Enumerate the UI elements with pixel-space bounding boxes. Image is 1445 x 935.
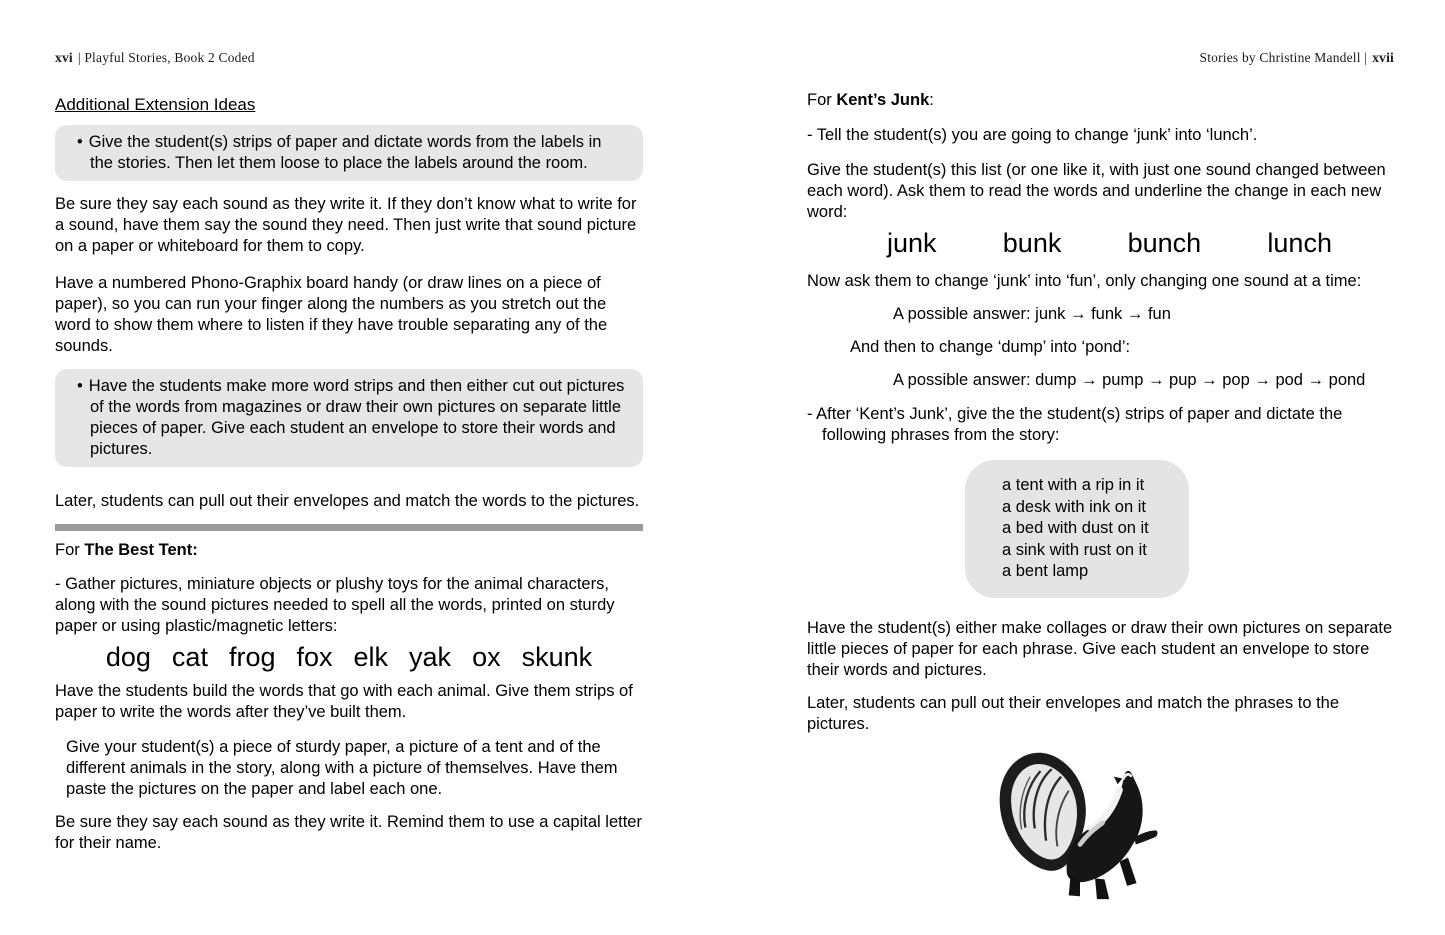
- phrase-item: a bed with dust on it: [1002, 519, 1149, 537]
- bullet-icon: •: [77, 133, 83, 151]
- paragraph-tell-change: - Tell the student(s) you are going to change ‘junk’ into ‘lunch’.: [807, 126, 1258, 144]
- section-prefix: For: [55, 541, 85, 559]
- page-number-right: xvii: [1372, 50, 1394, 65]
- story-title-kents-junk: Kent’s Junk: [836, 91, 930, 109]
- book-author-title: Stories by Christine Mandell |: [1199, 50, 1368, 65]
- phrase-item: a desk with ink on it: [1002, 497, 1146, 516]
- section-heading-extension-ideas: Additional Extension Ideas: [55, 95, 256, 114]
- callout-box-1: [55, 125, 643, 181]
- phrase-box: [965, 460, 1189, 598]
- word-item: cat: [171, 642, 208, 672]
- possible-answer-2: A possible answer: dump → pump → pup → pop → pod → pond: [893, 371, 1366, 389]
- page-number-left: xvi: [55, 50, 73, 65]
- paragraph-give-list: Give the student(s) this list (or one like it, with just one sound changed between each word). Ask them to read the words and underline the change in each new word:: [807, 161, 1386, 221]
- word-item: yak: [409, 642, 452, 672]
- word-list-junk: [807, 227, 1394, 259]
- running-header-left: [55, 50, 643, 66]
- running-header-right: [807, 50, 1394, 66]
- phrase-item: a sink with rust on it: [1002, 540, 1147, 559]
- skunk-image: [985, 739, 1175, 901]
- page-left: [55, 50, 643, 870]
- phrase-item: a bent lamp: [1002, 562, 1089, 580]
- section-title-best-tent: [55, 540, 643, 561]
- paragraph-collages: Have the student(s) either make collages or draw their own pictures on separate little pieces of paper for each phrase. Give each student an envelope to store their words and pictures.: [807, 618, 1393, 679]
- word-item: bunk: [1002, 228, 1062, 258]
- section-prefix: For: [807, 91, 837, 109]
- callout-2-text: [55, 376, 627, 460]
- paragraph-capital-letter: Be sure they say each sound as they write it. Remind them to use a capital letter for their name.: [55, 813, 642, 852]
- page-right: [807, 50, 1394, 901]
- phrase-item: a tent with a rip in it: [1002, 476, 1145, 494]
- word-item: lunch: [1267, 228, 1332, 258]
- paragraph-be-sure: Be sure they say each sound as they write it. If they don’t know what to write for a sound, have them say the sound they need. Then just write that sound picture on a paper or whiteboard for them to copy.: [55, 195, 637, 255]
- callout-1-body: Give the student(s) strips of paper and dictate words from the labels in the stories. Then let them loose to place the labels around the room.: [88, 133, 602, 172]
- bullet-icon: •: [77, 377, 83, 395]
- divider-rule: [55, 524, 643, 531]
- paragraph-build-words: Have the students build the words that go with each animal. Give them strips of paper to write the words after they’ve built them.: [55, 682, 633, 721]
- paragraph-after-kents-junk: - After ‘Kent’s Junk’, give the the student(s) strips of paper and dictate the following phrases from the story:: [807, 405, 1343, 444]
- paragraph-later-phrases: Later, students can pull out their envelopes and match the phrases to the pictures.: [807, 693, 1340, 733]
- word-item: ox: [472, 642, 501, 672]
- possible-answer-1: A possible answer: junk → funk → fun: [893, 305, 1171, 323]
- callout-2-body: Have the students make more word strips and then either cut out pictures of the words from magazines or draw their own pictures on separate little pieces of paper. Give each student an envelope to store their words and pictures.: [88, 377, 625, 458]
- word-list-animals: [55, 641, 643, 673]
- word-item: dog: [105, 642, 151, 672]
- skunk-illustration: [985, 739, 1175, 901]
- paragraph-give-paper: Give your student(s) a piece of sturdy paper, a picture of a tent and of the different animals in the story, along with a picture of themselves. Have them paste the pictures on the paper and label each one.: [66, 738, 618, 798]
- book-title: | Playful Stories, Book 2 Coded: [77, 50, 255, 65]
- paragraph-and-then: And then to change ‘dump’ into ‘pond’:: [850, 338, 1131, 356]
- word-item: bunch: [1127, 228, 1202, 258]
- word-item: skunk: [521, 642, 593, 672]
- word-item: junk: [887, 228, 937, 258]
- story-title-best-tent: The Best Tent:: [84, 541, 198, 559]
- word-item: fox: [296, 642, 333, 672]
- callout-box-2: [55, 369, 643, 467]
- paragraph-later-words: Later, students can pull out their envelopes and match the words to the pictures.: [55, 492, 640, 510]
- callout-1-text: [55, 132, 627, 174]
- paragraph-now-ask: Now ask them to change ‘junk’ into ‘fun’, only changing one sound at a time:: [807, 272, 1362, 290]
- section-title-kents-junk: [807, 90, 1394, 111]
- word-item: frog: [228, 642, 276, 672]
- paragraph-gather: - Gather pictures, miniature objects or plushy toys for the animal characters, along with the sound pictures needed to spell all the words, printed on sturdy paper or using plastic/magnetic letters:: [55, 575, 615, 635]
- section-colon: :: [929, 91, 934, 109]
- paragraph-phono-graphix: Have a numbered Phono-Graphix board handy (or draw lines on a piece of paper), so you can run your finger along the numbers as you stretch out the word to show them where to listen if they have trouble separating any of the sounds.: [55, 274, 608, 355]
- word-item: elk: [353, 642, 389, 672]
